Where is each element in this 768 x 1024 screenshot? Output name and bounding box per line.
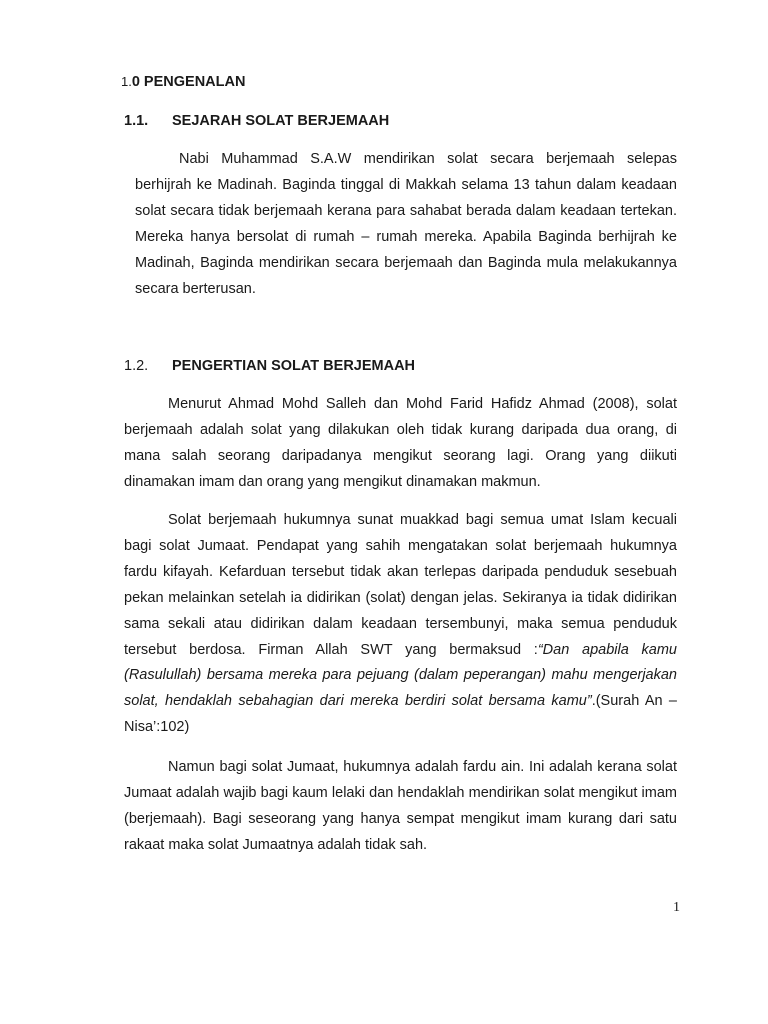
section-1-1-heading [124, 113, 389, 129]
section-1-2-title: PENGERTIAN SOLAT BERJEMAAH [172, 358, 416, 374]
section-1-2-number: 1.2. [124, 358, 149, 374]
section-1-1-number: 1.1. [124, 113, 149, 129]
intro-heading [121, 74, 245, 90]
intro-heading-number: 1. [121, 74, 132, 89]
quote-citation: .(Surah An – Nisa’:102) [124, 693, 677, 736]
quran-quote: “Dan apabila kamu (Rasulullah) bersama mereka para pejuang (dalam peperangan) mahu mengerjakan solat, hendaklah sebahagian dari mereka berdiri solat bersama kamu” [124, 641, 677, 710]
paragraph-2-text: Solat berjemaah hukumnya sunat muakkad bagi semua umat Islam kecuali bagi solat Jumaat. Pendapat yang sahih mengatakan solat berjemaah hukumnya fardu kifayah. Kefarduan tersebut tidak akan terlepas daripada penduduk sesebuah pekan melainkan setelah ia didirikan (solat) dengan jelas. Sekiranya ia tidak didirikan sama sekali atau didirikan dalam keadaan tersembunyi, maka semua penduduk tersebut berdosa. Firman Allah SWT yang bermaksud : [124, 512, 677, 658]
section-1-2-paragraph-3: Namun bagi solat Jumaat, hukumnya adalah fardu ain. Ini adalah kerana solat Jumaat adalah wajib bagi kaum lelaki dan hendaklah mendirikan solat mengikut imam (berjemaah). Bagi seseorang yang hanya sempat mengikut imam kurang dari satu rakaat maka solat Jumaatnya adalah tidak sah. [124, 759, 677, 853]
section-1-2-paragraph-1: Menurut Ahmad Mohd Salleh dan Mohd Farid Hafidz Ahmad (2008), solat berjemaah adalah solat yang dilakukan oleh tidak kurang daripada dua orang, di mana salah seorang daripadanya mengikut seorang lagi. Orang yang diikuti dinamakan imam dan orang yang mengikut dinamakan makmun. [124, 396, 677, 490]
page-number: 1 [673, 900, 680, 915]
intro-heading-title: 0 PENGENALAN [131, 74, 246, 90]
section-1-1-title: SEJARAH SOLAT BERJEMAAH [172, 113, 390, 129]
section-1-2-paragraph-2 [124, 508, 677, 741]
section-1-1-paragraph: Nabi Muhammad S.A.W mendirikan solat secara berjemaah selepas berhijrah ke Madinah. Baginda tinggal di Makkah selama 13 tahun dalam keadaan solat secara tidak berjemaah kerana para sahabat berada dalam keadaan tertekan. Mereka hanya bersolat di rumah – rumah mereka. Apabila Baginda berhijrah ke Madinah, Baginda mendirikan secara berjemaah dan Baginda mula melakukannya secara berterusan. [135, 151, 677, 297]
section-1-2-heading [124, 358, 415, 374]
